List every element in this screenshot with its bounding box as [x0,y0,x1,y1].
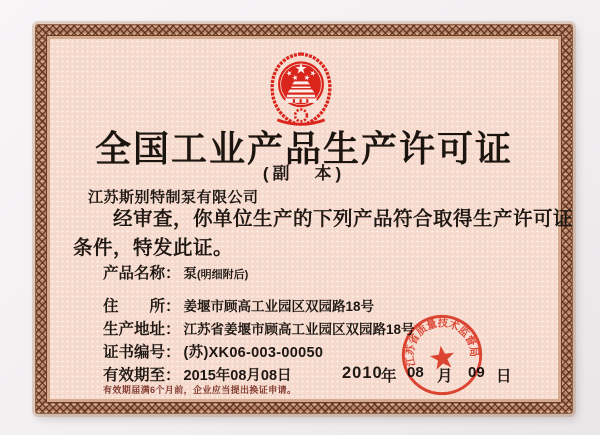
field-value: (苏)XK06-003-00050 [183,345,324,361]
certificate-paper [47,36,574,402]
certificate-subtitle: (副 本) [262,164,346,183]
field-residence [103,294,374,316]
company-name: 江苏斯别特制泵有限公司 [88,189,259,206]
issue-year: 2010 [342,364,383,382]
field-label: 有效期至： [103,367,181,384]
statement-line-2: 条件，特发此证。 [73,237,234,259]
renewal-footnote: 有效期届满6个月前，企业应当提出换证申请。 [103,385,297,395]
national-emblem-icon [264,51,338,131]
field-value: 泵 [183,266,198,281]
field-product-name [103,261,248,283]
seal-text: 江苏省质量技术监督局 [404,317,480,368]
issue-day-unit: 日 [496,368,512,385]
official-seal-stamp [395,308,490,403]
field-label: 产品名称： [103,265,181,282]
statement-line-1: 经审查，你单位生产的下列产品符合取得生产许可证 [113,208,574,230]
field-certificate-number [103,340,323,362]
field-label: 生产地址： [103,321,181,338]
issue-month: 08 [407,364,424,381]
field-value-note: (明细附后) [197,269,249,281]
certificate-border [35,24,573,414]
certificate-title: 全国工业产品生产许可证 [94,128,513,169]
field-value: 江苏省姜堰市顾高工业园区双园路18号 [183,322,415,337]
field-value: 姜堰市顾高工业园区双园路18号 [183,299,375,314]
field-value: 2015年08月08日 [183,368,292,384]
field-production-address [103,317,415,339]
issue-year-unit: 年 [381,368,397,385]
field-label: 证书编号： [103,344,181,361]
issue-day: 09 [468,364,485,381]
issue-month-unit: 月 [437,368,453,385]
field-label: 住 所： [103,298,181,315]
